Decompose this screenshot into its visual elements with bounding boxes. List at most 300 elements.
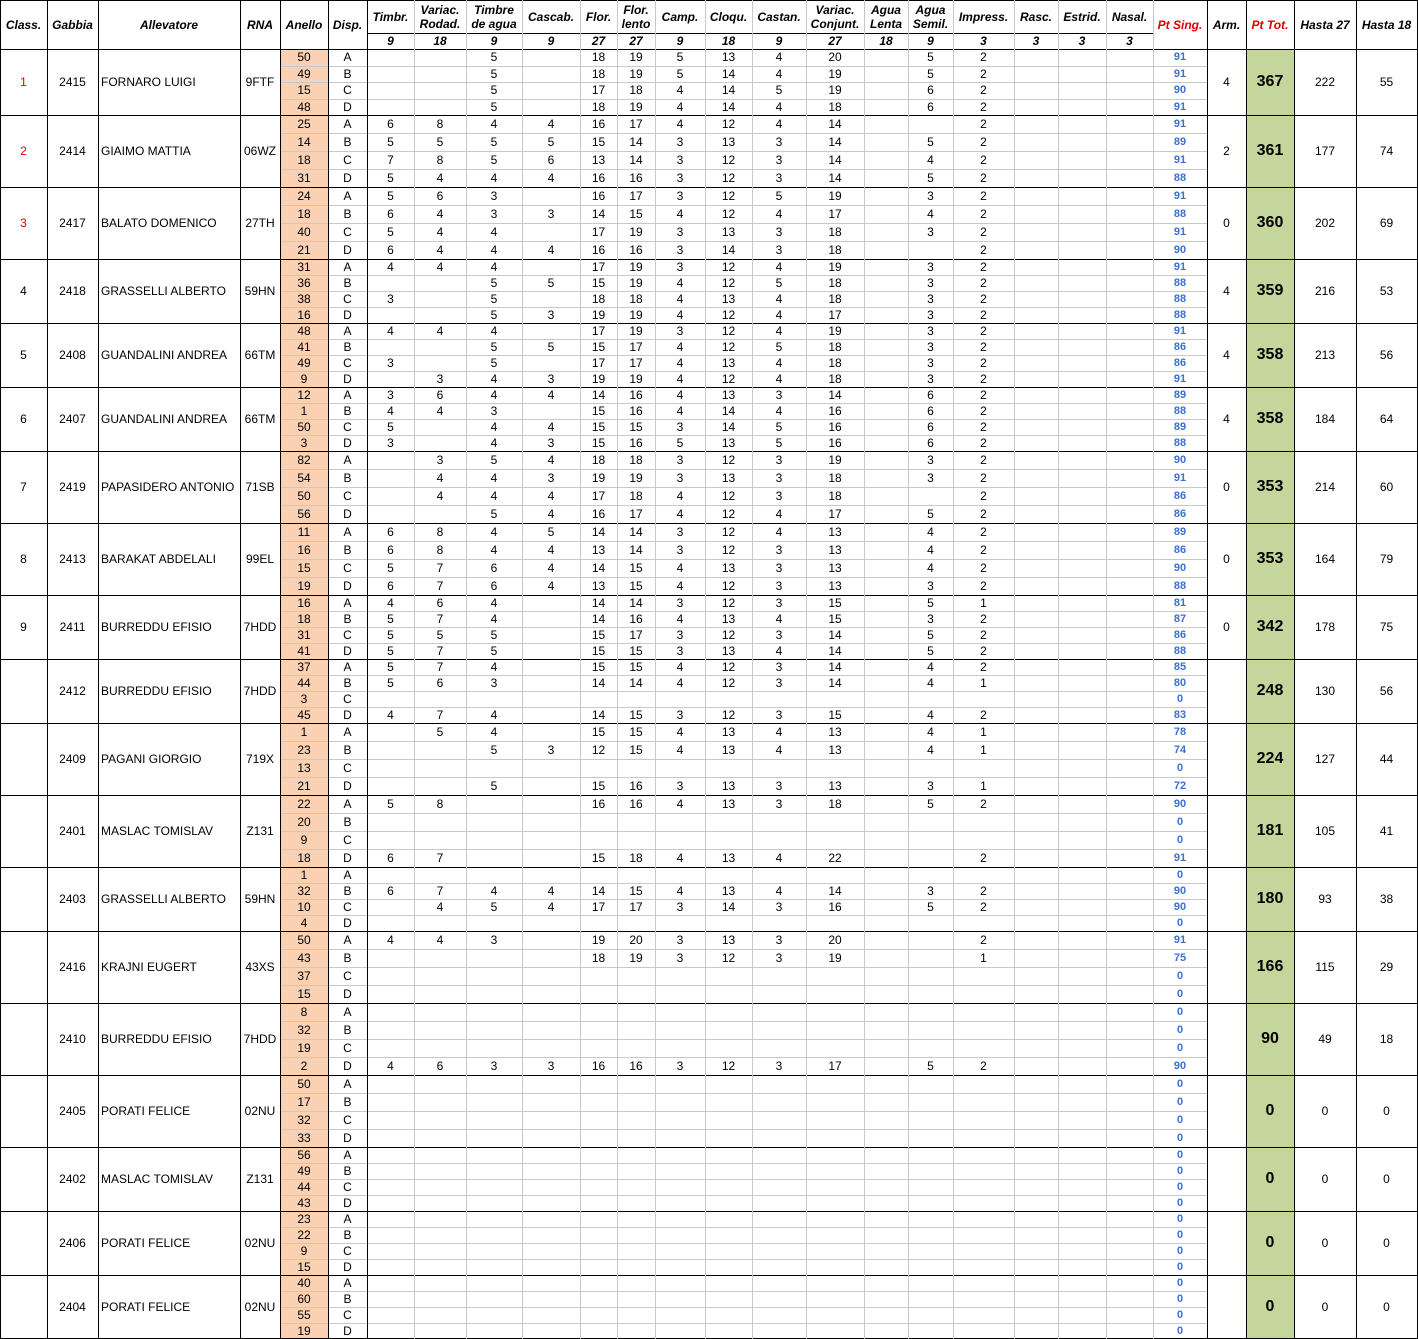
score-cell: 14 [591,207,606,221]
score-cell: 14 [828,171,842,185]
rank-cell [0,723,47,795]
hasta18-cell: 44 [1379,752,1394,766]
pt-sing-cell: 91 [1173,154,1187,166]
column-max-score: 9 [387,34,394,48]
score-cell: 4 [436,933,444,947]
score-cell: 5 [436,135,444,149]
hasta18-cell: 56 [1379,348,1394,362]
arm-cell [1207,795,1246,867]
score-cell: 2 [980,525,987,539]
score-cell: 14 [591,561,606,575]
score-cell: 3 [927,225,934,239]
score-cell: 3 [927,884,934,898]
disp-cell: B [343,1095,352,1109]
score-cell: 19 [629,66,643,81]
column-header: Estrid. [1063,9,1101,24]
score-cell: 6 [387,207,394,221]
score-cell: 14 [591,708,606,722]
score-cell: 15 [591,725,606,739]
score-cell: 12 [721,207,736,221]
score-cell: 18 [828,99,842,114]
hasta18-cell: 69 [1379,216,1394,230]
score-cell: 4 [547,507,555,521]
score-cell: 12 [721,579,736,593]
score-cell: 4 [775,851,783,865]
score-cell: 17 [828,308,842,322]
allevatore-cell: PORATI FELICE [101,1236,191,1250]
score-cell: 16 [629,171,643,185]
score-cell: 3 [775,628,783,642]
row-gridline [280,1021,1207,1022]
score-cell: 4 [676,507,684,521]
anello-cell: 41 [297,340,311,354]
disp-cell: B [343,815,352,829]
score-cell: 3 [547,1059,555,1073]
score-cell: 4 [927,561,934,575]
score-cell: 3 [775,153,783,167]
disp-cell: A [343,1005,352,1019]
anello-cell: 36 [297,276,311,290]
score-cell: 16 [629,436,643,450]
score-cell: 12 [721,171,736,185]
score-cell: 14 [629,596,643,610]
rank-cell: 8 [20,552,27,566]
score-cell: 14 [629,153,643,167]
anello-cell: 44 [297,676,311,690]
score-cell: 4 [676,612,684,626]
row-gridline [280,1227,1207,1228]
score-cell: 3 [775,388,783,402]
pt-sing-cell: 0 [1176,988,1184,1000]
disp-cell: C [343,969,352,983]
score-cell: 13 [721,292,736,306]
gabbia-cell: 2415 [59,75,86,89]
row-gridline [280,1323,1207,1324]
gabbia-cell: 2407 [59,412,86,426]
disp-cell: B [343,340,352,354]
score-cell: 14 [629,543,643,557]
score-cell: 15 [629,579,643,593]
column-header: Allevatore [139,17,199,32]
score-cell: 13 [721,561,736,575]
score-cell: 4 [490,372,498,386]
pt-sing-cell: 91 [1173,934,1187,946]
score-cell: 2 [980,933,987,947]
score-cell: 4 [490,171,498,185]
gabbia-cell: 2410 [59,1032,86,1046]
anello-cell: 15 [297,987,311,1001]
score-cell: 16 [629,779,643,793]
column-header: Nasal. [1111,9,1148,24]
column-header: Agua Semil. [912,2,949,31]
score-cell: 4 [490,596,498,610]
score-cell: 4 [676,404,684,418]
score-cell: 19 [629,99,643,114]
group-separator [0,523,1418,524]
rna-cell: Z131 [246,824,274,838]
pt-sing-cell: 0 [1176,1096,1184,1108]
disp-cell: B [343,676,352,690]
disp-cell: A [343,50,352,65]
score-cell: 1 [980,596,987,610]
rna-cell: 66TM [244,348,276,362]
anello-cell: 15 [297,1260,311,1274]
score-cell: 6 [927,99,934,114]
pt-sing-cell: 80 [1173,677,1187,689]
score-cell: 4 [927,708,934,722]
anello-cell: 8 [300,1005,308,1019]
score-cell: 3 [775,543,783,557]
score-cell: 12 [721,340,736,354]
pt-sing-cell: 0 [1176,1181,1184,1193]
column-header: Cloqu. [709,9,748,24]
anello-cell: 9 [300,833,308,847]
rna-cell: 27TH [245,216,275,230]
header-bottom-line [0,49,1418,50]
score-cell: 3 [676,1059,684,1073]
score-cell: 5 [676,50,684,65]
score-cell: 3 [676,453,684,467]
row-gridline [280,627,1207,628]
score-cell: 2 [980,612,987,626]
score-cell: 15 [629,420,643,434]
group-separator [0,187,1418,188]
score-cell: 14 [629,676,643,690]
column-header: Variac. Conjunt. [810,2,860,31]
score-cell: 3 [775,489,783,503]
disp-cell: B [343,951,352,965]
gabbia-cell: 2416 [59,960,86,974]
score-cell: 2 [980,900,987,914]
column-line [466,0,467,1339]
score-cell: 6 [436,189,444,203]
score-cell: 4 [547,420,555,434]
row-gridline [280,1039,1207,1040]
score-cell: 5 [775,420,783,434]
score-cell: 16 [591,797,606,811]
pt-sing-cell: 87 [1173,613,1187,625]
rna-cell: Z131 [246,1172,274,1186]
pt-tot-cell: 0 [1265,1170,1275,1187]
score-cell: 6 [387,525,394,539]
score-cell: 17 [591,324,606,338]
column-line [1207,0,1208,1339]
score-cell: 3 [676,135,684,149]
disp-cell: C [343,153,352,167]
disp-cell: C [343,1308,352,1322]
score-cell: 6 [927,420,934,434]
score-cell: 4 [775,507,783,521]
score-cell: 3 [927,276,934,290]
score-cell: 4 [436,207,444,221]
score-cell: 3 [775,243,783,257]
anello-cell: 50 [297,489,311,503]
anello-cell: 24 [297,189,311,203]
score-cell: 5 [775,340,783,354]
column-max-score: 27 [629,34,643,48]
score-cell: 14 [721,420,736,434]
score-cell: 13 [721,50,736,65]
score-cell: 2 [980,189,987,203]
anello-cell: 54 [297,471,311,485]
score-cell: 3 [490,404,498,418]
hasta18-cell: 0 [1383,1104,1390,1118]
score-cell: 4 [676,884,684,898]
score-cell: 19 [629,308,643,322]
anello-cell: 2 [300,1059,308,1073]
score-cell: 4 [547,117,555,131]
pt-sing-cell: 0 [1176,1309,1184,1321]
anello-cell: 50 [297,933,311,947]
column-header: Anello [285,17,323,32]
pt-sing-cell: 91 [1173,472,1187,484]
score-cell: 14 [828,884,842,898]
column-max-score: 9 [676,34,684,48]
score-cell: 4 [676,276,684,290]
disp-cell: D [343,507,352,521]
anello-cell: 12 [297,388,311,402]
score-cell: 5 [927,900,934,914]
score-cell: 3 [775,453,783,467]
score-cell: 13 [591,543,606,557]
score-cell: 17 [629,340,643,354]
disp-cell: A [343,117,352,131]
score-cell: 16 [591,507,606,521]
allevatore-cell: BALATO DOMENICO [101,216,217,230]
rna-cell: 7HDD [243,684,277,698]
score-cell: 3 [676,225,684,239]
score-cell: 4 [547,243,555,257]
score-cell: 19 [629,50,643,65]
group-separator [0,723,1418,724]
disp-cell: A [343,525,352,539]
anello-cell: 32 [297,1023,311,1037]
pt-sing-cell: 0 [1176,1078,1184,1090]
score-cell: 3 [676,525,684,539]
disp-cell: B [343,471,352,485]
pt-sing-cell: 0 [1176,1024,1184,1036]
score-cell: 5 [927,507,934,521]
pt-sing-cell: 86 [1173,544,1187,556]
score-cell: 17 [591,900,606,914]
score-cell: 5 [547,276,555,290]
score-cell: 4 [490,117,498,131]
row-gridline [280,1179,1207,1180]
score-cell: 4 [775,260,783,274]
row-gridline [280,205,1207,206]
score-cell: 2 [980,308,987,322]
score-cell: 4 [490,436,498,450]
score-cell: 4 [547,489,555,503]
score-cell: 2 [980,356,987,370]
score-cell: 2 [980,225,987,239]
score-cell: 5 [490,153,498,167]
pt-tot-cell: 359 [1256,282,1284,299]
score-cell: 22 [828,851,842,865]
disp-cell: A [343,1276,352,1290]
score-cell: 4 [775,324,783,338]
pt-tot-cell: 166 [1256,958,1284,975]
score-cell: 5 [387,660,394,674]
score-cell: 16 [828,420,842,434]
score-cell: 15 [591,340,606,354]
score-cell: 14 [828,388,842,402]
column-max-score: 9 [927,34,934,48]
anello-cell: 10 [297,900,311,914]
allevatore-cell: PORATI FELICE [101,1300,191,1314]
score-cell: 12 [721,507,736,521]
score-cell: 18 [591,292,606,306]
pt-sing-cell: 89 [1173,389,1187,401]
row-gridline [280,403,1207,404]
anello-cell: 82 [297,453,311,467]
anello-cell: 48 [297,99,311,114]
score-cell: 14 [629,525,643,539]
score-cell: 5 [387,797,394,811]
disp-cell: D [343,1196,352,1210]
pt-sing-cell: 81 [1173,597,1187,609]
score-cell: 4 [676,117,684,131]
row-gridline [280,419,1207,420]
row-gridline [280,985,1207,986]
score-cell: 19 [591,372,606,386]
score-cell: 17 [629,628,643,642]
score-cell: 7 [436,561,444,575]
score-cell: 4 [775,117,783,131]
anello-cell: 50 [297,1077,311,1091]
score-cell: 16 [591,171,606,185]
score-cell: 4 [547,171,555,185]
score-cell: 2 [980,117,987,131]
score-cell: 17 [591,225,606,239]
anello-cell: 11 [297,525,311,539]
row-gridline [280,899,1207,900]
pt-sing-cell: 91 [1173,51,1187,64]
disp-cell: A [343,1077,352,1091]
rna-cell: 59HN [244,284,276,298]
pt-sing-cell: 88 [1173,645,1187,657]
score-cell: 3 [775,135,783,149]
rank-cell [0,1075,47,1147]
pt-sing-cell: 78 [1173,726,1187,738]
score-cell: 4 [775,725,783,739]
score-cell: 5 [490,743,498,757]
pt-tot-cell: 0 [1265,1298,1275,1315]
score-cell: 5 [490,340,498,354]
anello-cell: 55 [297,1308,311,1322]
score-cell: 3 [387,388,394,402]
score-cell: 4 [387,708,394,722]
score-cell: 5 [927,66,934,81]
score-cell: 12 [721,153,736,167]
anello-cell: 19 [297,579,311,593]
score-cell: 20 [629,933,643,947]
score-cell: 15 [629,708,643,722]
pt-sing-cell: 85 [1173,661,1187,673]
score-cell: 4 [676,743,684,757]
score-cell: 16 [629,404,643,418]
disp-cell: C [343,692,352,706]
anello-cell: 4 [300,916,308,930]
rank-cell [0,931,47,1003]
score-cell: 4 [927,725,934,739]
score-cell: 15 [591,436,606,450]
score-cell: 5 [927,1059,934,1073]
hasta18-cell: 74 [1379,144,1394,158]
column-max-score: 9 [775,34,783,48]
gabbia-cell: 2403 [59,892,86,906]
column-line [1058,0,1059,1339]
row-gridline [280,435,1207,436]
disp-cell: D [343,1059,352,1073]
column-header: Pt Tot. [1251,17,1289,32]
score-cell: 14 [721,900,736,914]
anello-cell: 38 [297,292,311,306]
score-cell: 13 [828,743,842,757]
allevatore-cell: PORATI FELICE [101,1104,191,1118]
column-max-score: 18 [721,34,736,48]
rna-cell: 99EL [245,552,275,566]
score-cell: 4 [490,243,498,257]
score-cell: 4 [490,324,498,338]
row-gridline [280,675,1207,676]
disp-cell: D [343,243,352,257]
anello-cell: 18 [297,153,311,167]
score-cell: 2 [980,340,987,354]
pt-sing-cell: 0 [1176,1165,1184,1177]
hasta18-cell: 0 [1383,1300,1390,1314]
column-max-score: 3 [980,34,987,48]
score-cell: 2 [980,453,987,467]
score-cell: 3 [775,225,783,239]
score-cell: 17 [591,260,606,274]
pt-tot-cell: 342 [1256,618,1284,635]
pt-sing-cell: 0 [1176,1042,1184,1054]
hasta27-cell: 177 [1314,144,1336,158]
score-cell: 7 [436,851,444,865]
row-gridline [280,66,1207,67]
score-cell: 19 [828,66,842,81]
gabbia-cell: 2402 [59,1172,86,1186]
score-cell: 13 [828,779,842,793]
score-cell: 5 [927,797,934,811]
disp-cell: C [343,1180,352,1194]
score-cell: 2 [980,66,987,81]
disp-cell: D [343,916,352,930]
pt-sing-cell: 90 [1173,244,1187,256]
disp-cell: A [343,797,352,811]
score-cell: 19 [828,189,842,203]
score-cell: 7 [436,884,444,898]
score-cell: 4 [775,404,783,418]
score-cell: 18 [828,372,842,386]
rna-cell: 9FTF [245,75,275,89]
score-cell: 13 [828,525,842,539]
score-cell: 12 [721,660,736,674]
score-cell: 2 [980,324,987,338]
score-cell: 17 [828,1059,842,1073]
column-line [280,0,281,1339]
rank-cell: 7 [20,480,27,494]
score-cell: 6 [436,388,444,402]
score-cell: 18 [828,356,842,370]
score-cell: 3 [927,471,934,485]
pt-tot-cell: 0 [1265,1102,1275,1119]
score-cell: 15 [629,725,643,739]
pt-sing-cell: 72 [1173,780,1187,792]
group-separator [0,323,1418,324]
disp-cell: A [343,933,352,947]
